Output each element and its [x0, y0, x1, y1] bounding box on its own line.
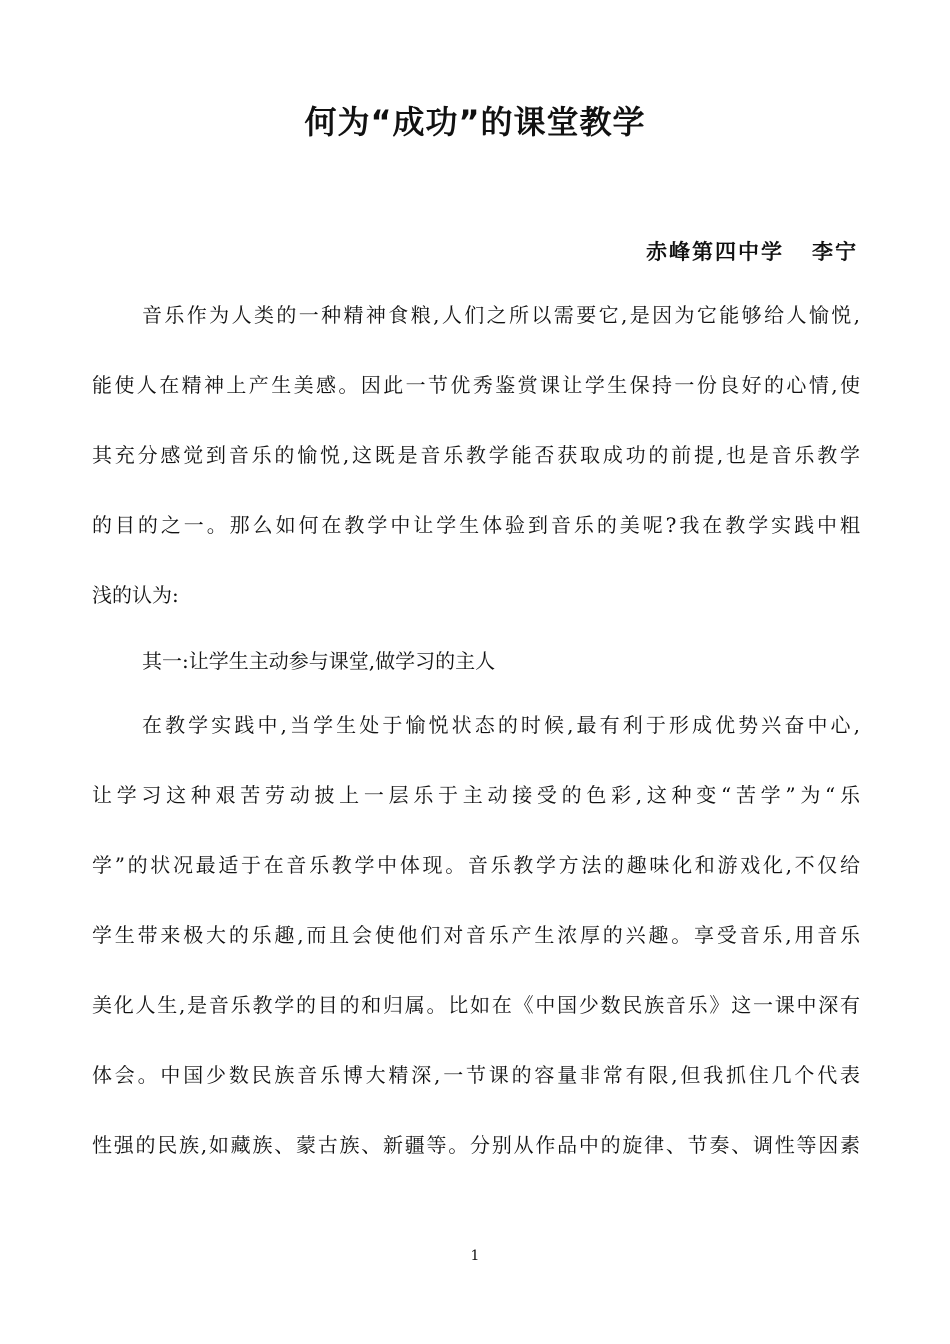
paragraph-line: 能使人在精神上产生美感。因此一节优秀鉴赏课让学生保持一份良好的心情,使 [92, 373, 860, 397]
paragraph-line: 让学习这种艰苦劳动披上一层乐于主动接受的色彩,这种变“苦学”为“乐 [92, 783, 860, 807]
page-number: 1 [470, 1248, 480, 1264]
paragraph-line: 其充分感觉到音乐的愉悦,这既是音乐教学能否获取成功的前提,也是音乐教学 [92, 443, 860, 467]
section-heading-line: 其一:让学生主动参与课堂,做学习的主人 [142, 649, 496, 673]
paragraph-line: 在教学实践中,当学生处于愉悦状态的时候,最有利于形成优势兴奋中心, [142, 713, 860, 737]
paragraph-line: 学生带来极大的乐趣,而且会使他们对音乐产生浓厚的兴趣。享受音乐,用音乐 [92, 923, 860, 947]
paragraph-line: 学”的状况最适于在音乐教学中体现。音乐教学方法的趣味化和游戏化,不仅给 [92, 853, 860, 877]
paragraph-line: 美化人生,是音乐教学的目的和归属。比如在《中国少数民族音乐》这一课中深有 [92, 993, 860, 1017]
document-title: 何为“成功”的课堂教学 [304, 103, 646, 141]
paragraph-line: 的目的之一。那么如何在教学中让学生体验到音乐的美呢?我在教学实践中粗 [92, 513, 860, 537]
paragraph-line: 浅的认为: [92, 583, 179, 607]
paragraph-line: 体会。中国少数民族音乐博大精深,一节课的容量非常有限,但我抓住几个代表 [92, 1063, 860, 1087]
paragraph-line: 音乐作为人类的一种精神食粮,人们之所以需要它,是因为它能够给人愉悦, [142, 303, 860, 327]
author-line: 赤峰第四中学 李宁 [646, 239, 858, 264]
paragraph-line: 性强的民族,如藏族、蒙古族、新疆等。分别从作品中的旋律、节奏、调性等因素 [92, 1133, 860, 1157]
